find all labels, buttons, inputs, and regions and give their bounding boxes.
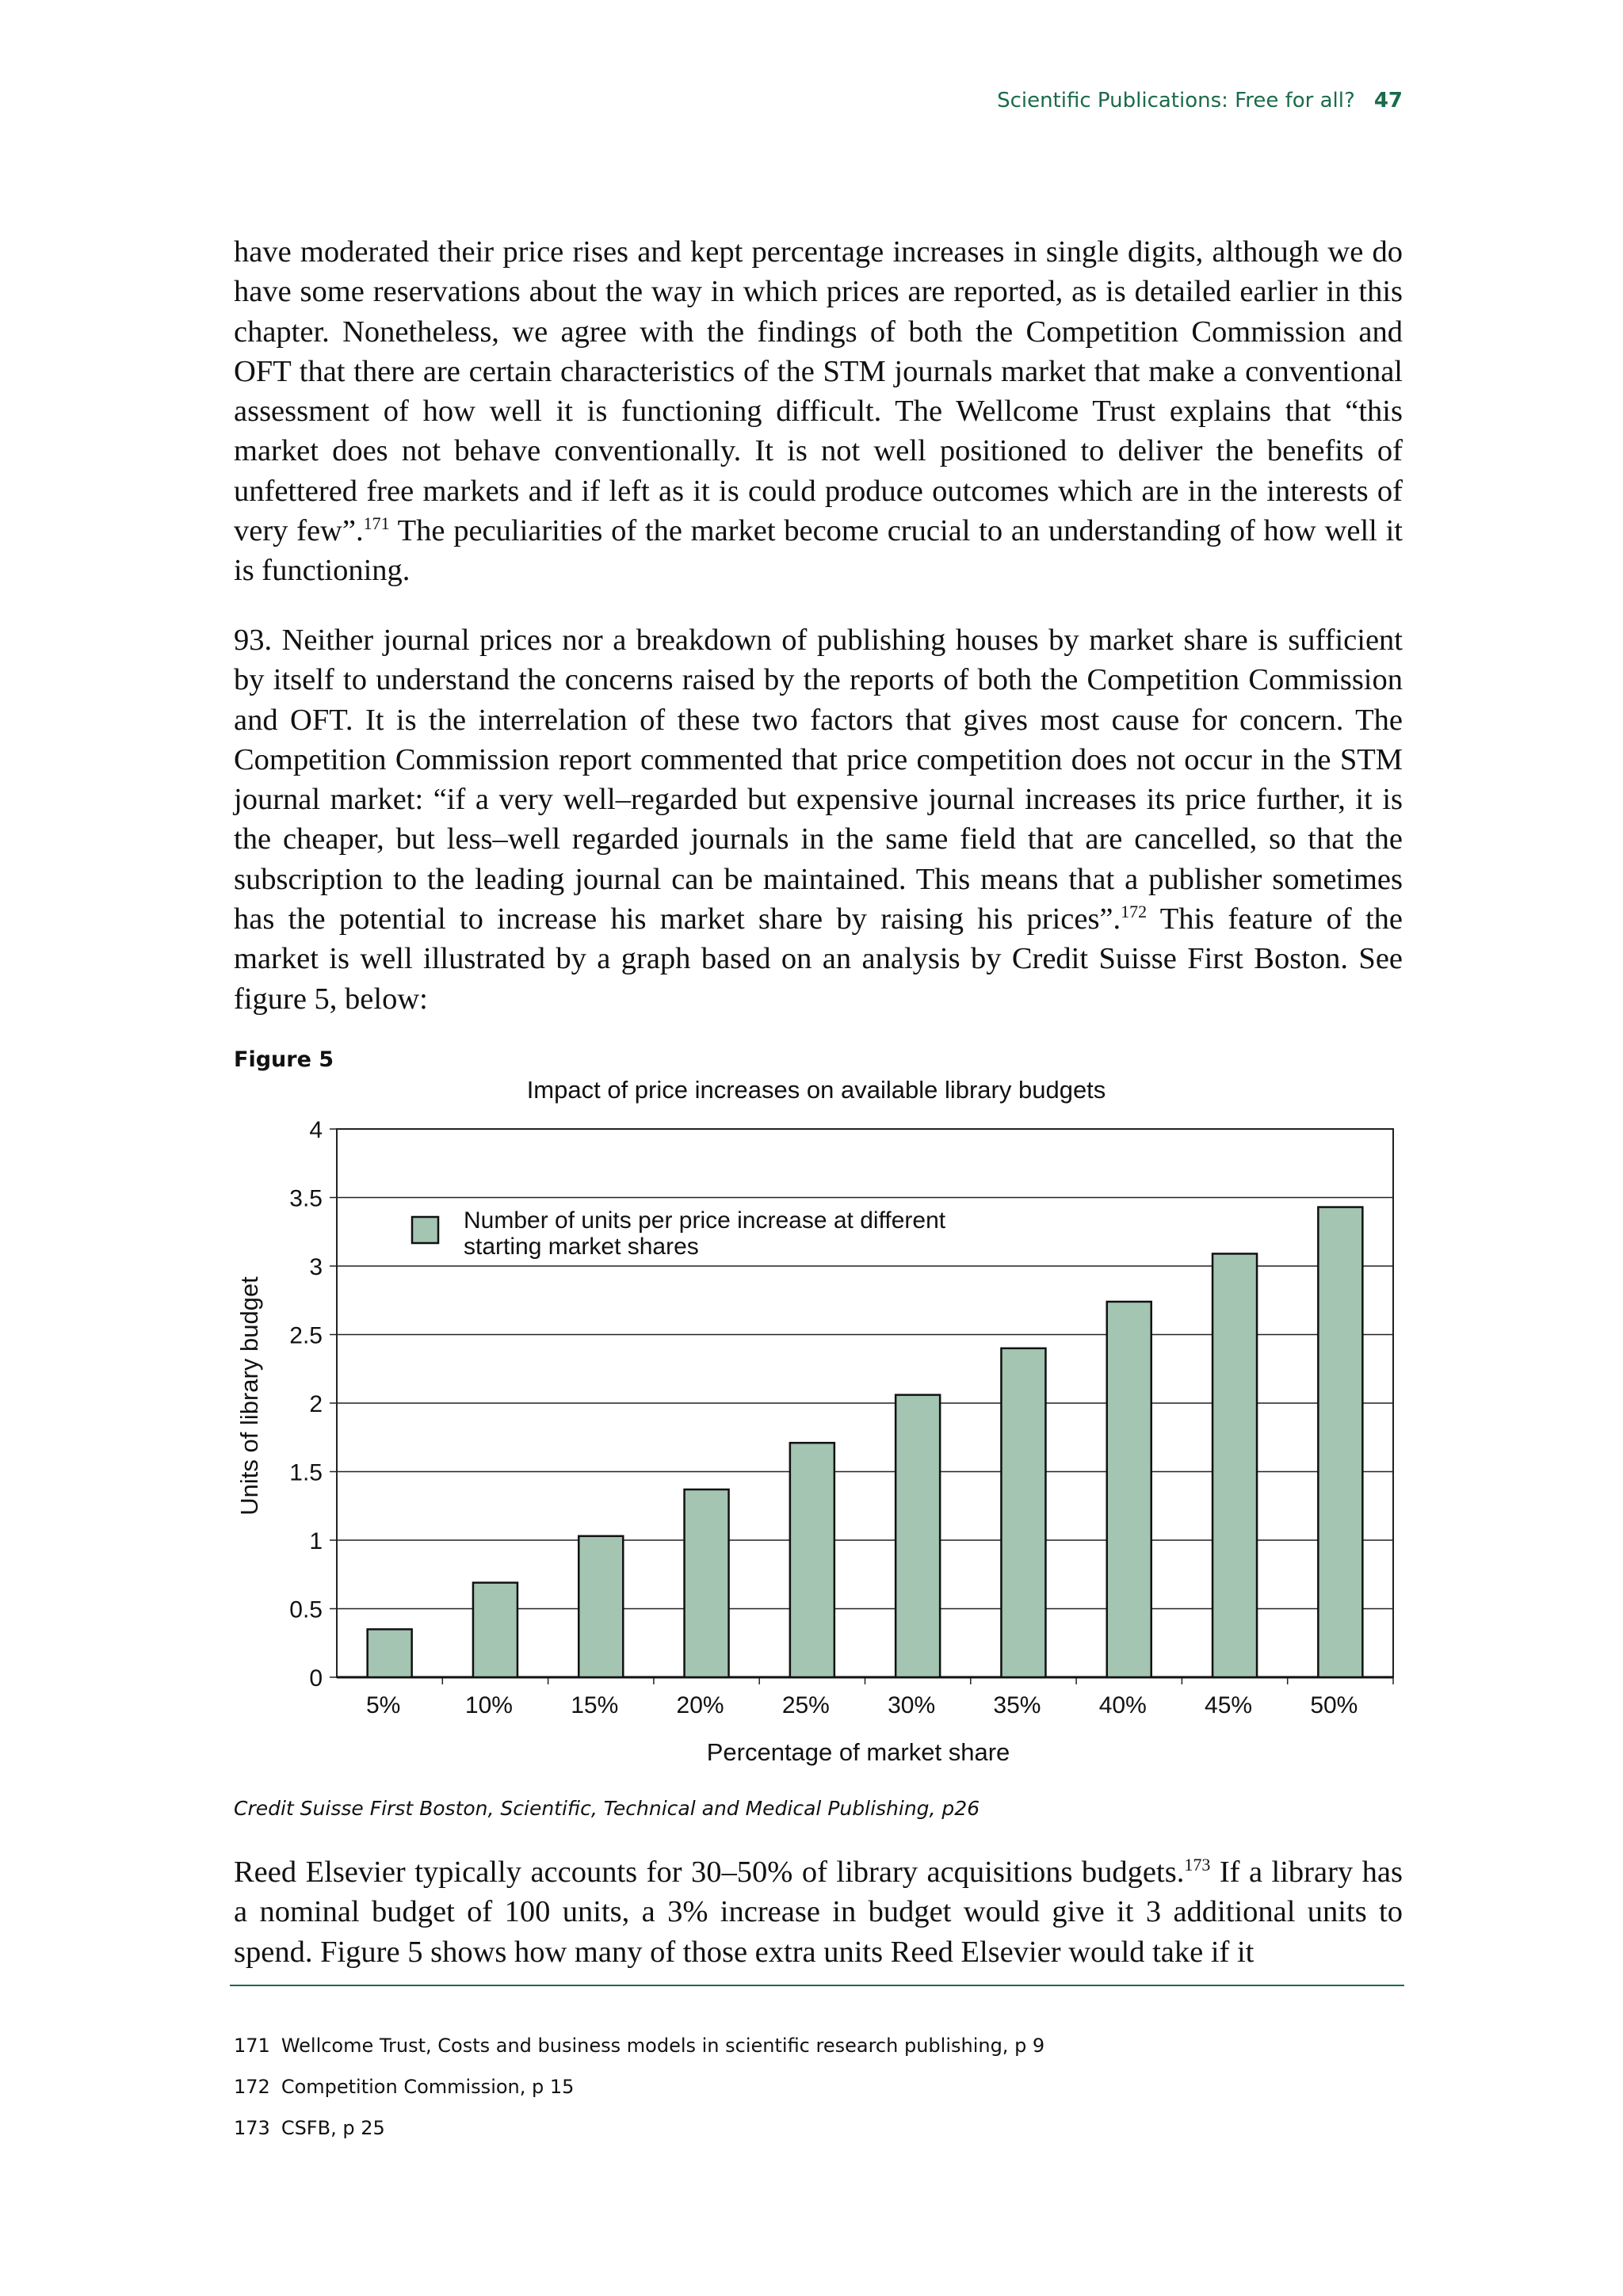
bar-50pct bbox=[1318, 1207, 1362, 1677]
y-tick-label: 0.5 bbox=[289, 1596, 323, 1623]
x-tick-label: 20% bbox=[676, 1692, 724, 1718]
x-axis-title: Percentage of market share bbox=[706, 1738, 1010, 1766]
bar-10pct bbox=[473, 1583, 517, 1677]
figure-label: Figure 5 bbox=[234, 1047, 334, 1072]
page-number: 47 bbox=[1373, 89, 1403, 113]
y-tick-label: 3 bbox=[309, 1254, 323, 1280]
legend-label-line1: Number of units per price increase at different bbox=[464, 1207, 946, 1234]
footnote-text: Competition Commission, p 15 bbox=[281, 2076, 575, 2098]
paragraph-text: The peculiarities of the market become crucial to an understanding of how well it is functioning. bbox=[234, 514, 1403, 588]
footnote-ref-172[interactable]: 172 bbox=[1121, 902, 1148, 922]
paragraph-text: If a library has a nominal budget of 100 units, a 3% increase in budget would give it 3 additional units to spend. Figure 5 shows how many of those extra units Reed Elsevier would take if it bbox=[234, 1855, 1403, 1969]
footnote-text: Wellcome Trust, Costs and business models in scientific research publishing, p 9 bbox=[281, 2035, 1045, 2057]
bar-30pct bbox=[896, 1395, 940, 1677]
bar-25pct bbox=[790, 1443, 834, 1677]
legend-label-line2: starting market shares bbox=[464, 1234, 699, 1260]
y-tick-label: 2 bbox=[309, 1391, 323, 1417]
footnote-ref-171[interactable]: 171 bbox=[363, 513, 390, 534]
x-tick-label: 10% bbox=[464, 1692, 513, 1718]
x-tick-label: 50% bbox=[1310, 1692, 1358, 1718]
y-tick-label: 1 bbox=[309, 1528, 323, 1554]
y-tick-label: 3.5 bbox=[289, 1185, 323, 1212]
paragraph-text: have moderated their price rises and kept percentage increases in single digits, although we do have some reservations about the way in which prices are reported, as is detailed earlier in this chapter. Nonetheless, we agree with the findings of both the Competition Commission and OFT that there are certain characteristics of the STM journals market that make a conventional assessment of how well it is functioning difficult. The Wellcome Trust explains that “this market does not behave conventionally. It is not well positioned to deliver the benefits of unfettered free markets and if left as it is could produce outcomes which are in the interests of very few”. bbox=[234, 235, 1403, 548]
footnote-173 bbox=[234, 2117, 385, 2139]
x-tick-label: 25% bbox=[781, 1692, 830, 1718]
footnote-ref-173[interactable]: 173 bbox=[1184, 1855, 1211, 1875]
chart-title: Impact of price increases on available library budgets bbox=[526, 1076, 1106, 1104]
x-tick-label: 5% bbox=[365, 1692, 401, 1718]
x-tick-label: 15% bbox=[571, 1692, 619, 1718]
figure-caption: Credit Suisse First Boston, Scientific, Technical and Medical Publishing, p26 bbox=[234, 1797, 980, 1820]
x-tick-label: 40% bbox=[1098, 1692, 1147, 1718]
y-tick-label: 2.5 bbox=[289, 1322, 323, 1349]
header-title: Scientific Publications: Free for all? bbox=[997, 89, 1355, 113]
paragraph-3 bbox=[234, 1852, 1403, 1972]
paragraph-text: Reed Elsevier typically accounts for 30–50% of library acquisitions budgets. bbox=[234, 1855, 1185, 1889]
bar-40pct bbox=[1107, 1302, 1151, 1677]
x-tick-label: 30% bbox=[888, 1692, 936, 1718]
bar-5pct bbox=[368, 1629, 412, 1677]
bar-35pct bbox=[1001, 1348, 1045, 1677]
y-tick-label: 4 bbox=[309, 1117, 323, 1143]
footnote-172 bbox=[234, 2076, 574, 2098]
paragraph-text: 93. Neither journal prices nor a breakdown of publishing houses by market share is sufficient by itself to understand the concerns raised by the reports of both the Competition Commission and OFT. It is the interrelation of these two factors that gives most cause for concern. The Competition Commission report commented that price competition does not occur in the STM journal market: “if a very well–regarded but expensive journal increases its price further, it is the cheaper, but less–well regarded journals in the same field that are cancelled, so that the subscription to the leading journal can be maintained. This means that a publisher sometimes has the potential to increase his market share by raising his prices”. bbox=[234, 624, 1403, 936]
bar-20pct bbox=[685, 1489, 729, 1677]
y-axis-title: Units of library budget bbox=[235, 1276, 263, 1516]
footnote-divider bbox=[230, 1985, 1404, 1986]
paragraph-text: This feature of the market is well illustrated by a graph based on an analysis by Credit Suisse First Boston. See figure 5, below: bbox=[234, 902, 1403, 1016]
bar-15pct bbox=[579, 1536, 623, 1677]
footnote-number: 172 bbox=[234, 2076, 270, 2098]
y-tick-label: 0 bbox=[309, 1665, 323, 1691]
footnote-text: CSFB, p 25 bbox=[281, 2117, 385, 2139]
footnote-171 bbox=[234, 2035, 1044, 2057]
x-tick-label: 35% bbox=[993, 1692, 1041, 1718]
footnote-number: 171 bbox=[234, 2035, 270, 2057]
x-tick-label: 45% bbox=[1205, 1692, 1253, 1718]
footnote-number: 173 bbox=[234, 2117, 270, 2139]
legend-swatch bbox=[412, 1217, 438, 1243]
y-tick-label: 1.5 bbox=[289, 1459, 323, 1486]
bar-45pct bbox=[1212, 1253, 1257, 1677]
